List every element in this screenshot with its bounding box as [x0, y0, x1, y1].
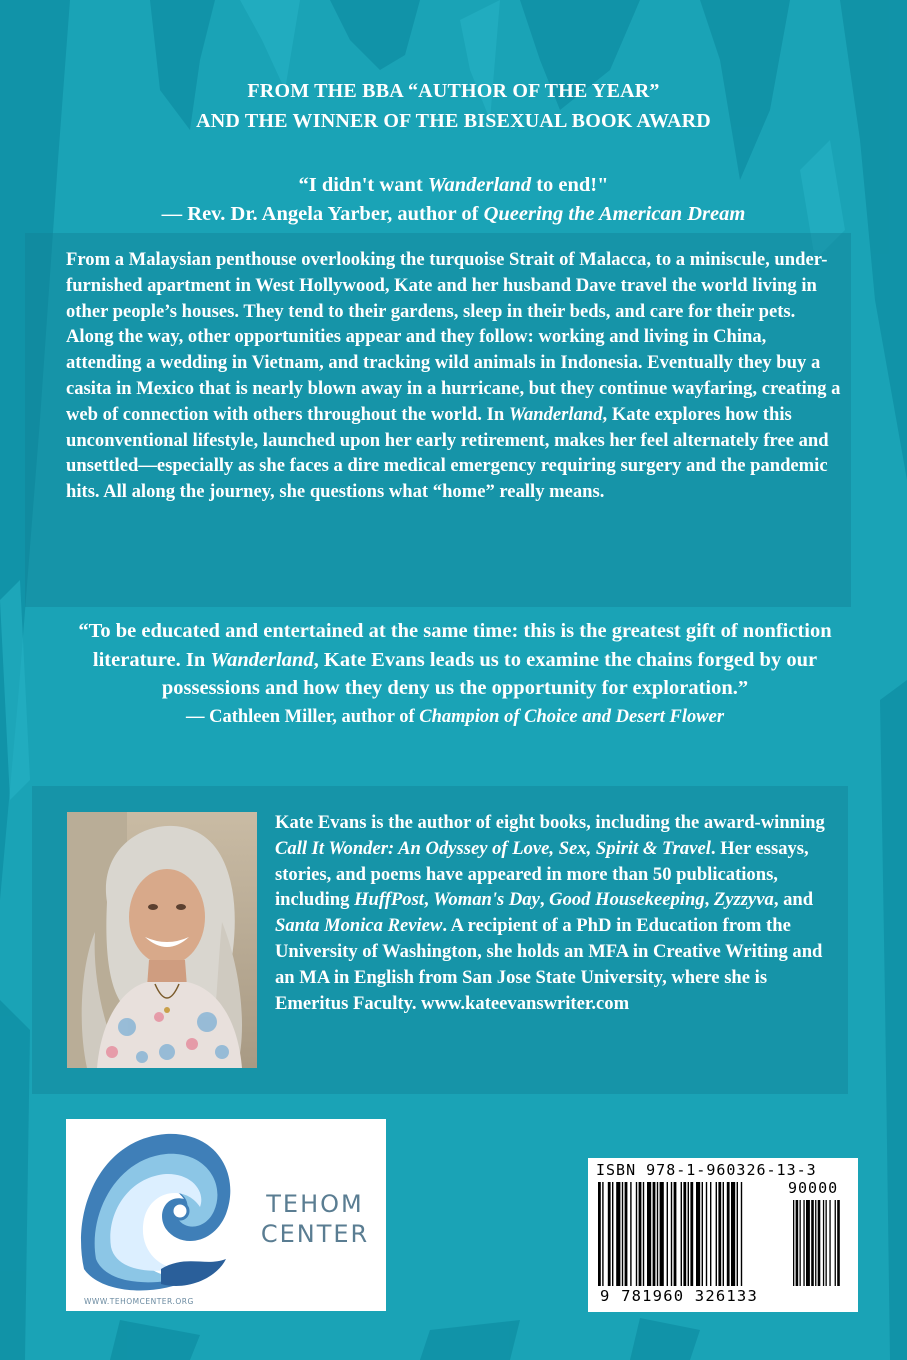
addon-bar: [800, 1200, 801, 1286]
endorsement-quote-2: “To be educated and entertained at the same time: this is the greatest gift of nonfiction literature. In Wanderland, Kate Evans leads us to examine the chains forged by our possessions and how they deny us the opportunity for exploration.” — Cathleen Miller, author of Champion of Choice and Desert Flower: [60, 617, 850, 731]
barcode-bar: [602, 1182, 603, 1286]
addon-bar: [829, 1200, 830, 1286]
addon-bar: [793, 1200, 794, 1286]
addon-bar: [837, 1200, 840, 1286]
wave-logo-icon: [66, 1119, 251, 1297]
barcode-bar: [737, 1182, 738, 1286]
quote-2-attribution: — Cathleen Miller, author of Champion of Choice and Desert Flower: [185, 706, 725, 727]
headline-line-2: AND THE WINNER OF THE BISEXUAL BOOK AWARD: [196, 110, 711, 132]
barcode-bar: [636, 1182, 637, 1286]
barcode-bar: [660, 1182, 664, 1286]
barcode-bar: [741, 1182, 742, 1286]
barcode-bar: [653, 1182, 656, 1286]
quote-1-attribution: — Rev. Dr. Angela Yarber, author of Queering the American Dream: [161, 203, 746, 225]
isbn-barcode: [588, 1158, 858, 1312]
bio-pub-3: Good Housekeeping: [549, 889, 705, 911]
publisher-name: TEHOM CENTER: [260, 1190, 370, 1248]
barcode-bar: [723, 1182, 724, 1286]
addon-bar: [806, 1200, 810, 1286]
publisher-url: WWW.TEHOMCENTER.ORG: [84, 1297, 194, 1306]
barcode-bar: [690, 1182, 693, 1286]
author-photo: [67, 812, 257, 1068]
barcode-number: 9 781960 326133: [600, 1287, 758, 1305]
barcode-bar: [616, 1182, 620, 1286]
barcode-bar: [674, 1182, 677, 1286]
addon-bar: [803, 1200, 804, 1286]
addon-bar: [823, 1200, 824, 1286]
barcode-bar: [696, 1182, 700, 1286]
barcode-bar: [710, 1182, 711, 1286]
addon-bar: [835, 1200, 836, 1286]
barcode-bar: [657, 1182, 658, 1286]
barcode-bar: [718, 1182, 721, 1286]
bio-pub-2: Woman's Day: [433, 889, 540, 911]
quote-1-attribution-book: Queering the American Dream: [483, 203, 746, 225]
barcode-bar: [688, 1182, 689, 1286]
barcode-bar: [598, 1182, 601, 1286]
barcode-bar: [716, 1182, 717, 1286]
bio-book-title: Call It Wonder: An Odyssey of Love, Sex, Spirit & Travel: [275, 837, 711, 859]
barcode-bar: [622, 1182, 623, 1286]
barcode-bar: [643, 1182, 644, 1286]
barcode-bar: [702, 1182, 703, 1286]
bio-pub-5: Santa Monica Review: [275, 915, 443, 937]
barcode-bar: [683, 1182, 686, 1286]
barcode-bar: [727, 1182, 730, 1286]
barcode-bar: [608, 1182, 611, 1286]
bio-pub-1: HuffPost: [354, 889, 424, 911]
publisher-logo: [66, 1119, 386, 1311]
barcode-bar: [671, 1182, 672, 1286]
quote-2-attribution-book: Champion of Choice and Desert Flower: [419, 706, 725, 727]
barcode-bar: [612, 1182, 613, 1286]
price-code: 90000: [788, 1179, 839, 1197]
barcode-bar: [731, 1182, 735, 1286]
blurb-title: Wanderland: [508, 403, 603, 425]
barcode-bar: [625, 1182, 628, 1286]
barcode-bar: [630, 1182, 631, 1286]
barcode-bar: [681, 1182, 682, 1286]
quote-1-title: Wanderland: [427, 174, 532, 196]
addon-bar: [818, 1200, 821, 1286]
addon-bar: [826, 1200, 827, 1286]
award-headline: [0, 76, 907, 136]
barcode-bar: [706, 1182, 707, 1286]
quote-2-title: Wanderland: [210, 648, 314, 671]
addon-bar: [796, 1200, 799, 1286]
addon-bar: [815, 1200, 816, 1286]
headline-line-1: FROM THE BBA “AUTHOR OF THE YEAR”: [247, 80, 660, 102]
bio-pub-4: Zyzzyva: [713, 889, 774, 911]
endorsement-quote-1: [0, 171, 907, 229]
author-bio: Kate Evans is the author of eight books, including the award-winning Call It Wonder: An Odyssey of Love, Sex, Spirit & Travel. Her essays, stories, and poems have appeared in more than 50 publications, including HuffPost, Woman's Day, Good Housekeeping, Zyzzyva, and Santa Monica Review. A recipient of a PhD in Education from the University of Washington, she holds an MFA in Creative Writing and an MA in English from San Jose State University, where she is Emeritus Faculty. www.kateevanswriter.com: [275, 812, 825, 1014]
addon-bar: [811, 1200, 814, 1286]
quote-1-text: “I didn't want Wanderland to end!": [298, 174, 609, 196]
isbn-label: ISBN 978-1-960326-13-3: [596, 1161, 817, 1179]
barcode-bar: [647, 1182, 651, 1286]
book-blurb: From a Malaysian penthouse overlooking the turquoise Strait of Malacca, to a miniscule, under-furnished apartment in West Hollywood, Kate and her husband Dave travel the world living in other people’s houses. They tend to their gardens, sleep in their beds, and care for their pets. Along the way, other opportunities appear and they follow: working and living in China, attending a wedding in Vietnam, and tracking wild animals in Indonesia. Eventually they buy a casita in Mexico that is nearly blown away in a hurricane, but they continue wayfaring, creating a web of connection with others throughout the world. In Wanderland, Kate explores how this unconventional lifestyle, launched upon her early retirement, makes her feel alternately free and unsettled—especially as she faces a dire medical emergency requiring surgery and the pandemic hits. All along the journey, she questions what “home” really means.: [66, 249, 841, 503]
barcode-bar: [639, 1182, 642, 1286]
barcode-bar: [667, 1182, 668, 1286]
